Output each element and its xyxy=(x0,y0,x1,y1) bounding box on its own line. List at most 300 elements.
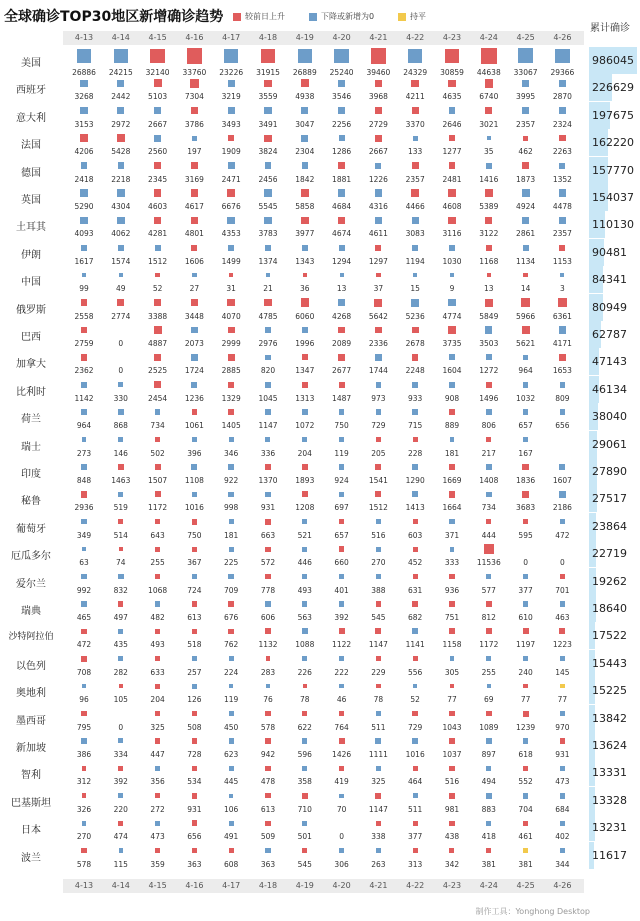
value-label: 388 xyxy=(371,585,386,595)
value-label: 381 xyxy=(481,859,496,869)
trend-square xyxy=(119,848,124,853)
value-label: 282 xyxy=(113,667,128,677)
trend-square xyxy=(302,327,308,333)
total-value: 110130 xyxy=(592,218,634,232)
value-label: 33067 xyxy=(513,68,538,77)
value-label: 392 xyxy=(113,777,128,787)
trend-square xyxy=(266,684,270,688)
trend-square xyxy=(339,464,345,470)
trend-square xyxy=(338,189,346,197)
trend-square xyxy=(560,711,566,717)
trend-square xyxy=(523,574,528,579)
trend-square xyxy=(302,547,307,552)
value-label: 6740 xyxy=(479,92,499,102)
trend-square xyxy=(486,464,492,470)
trend-square xyxy=(154,217,162,225)
value-label: 396 xyxy=(187,448,202,458)
value-label: 1168 xyxy=(479,256,499,266)
value-label: 623 xyxy=(224,750,239,759)
trend-square xyxy=(192,601,197,606)
value-label: 848 xyxy=(76,476,92,485)
trend-square xyxy=(523,656,528,661)
trend-square xyxy=(338,354,345,361)
trend-square xyxy=(559,80,566,87)
value-label: 418 xyxy=(481,832,496,842)
value-label: 4281 xyxy=(148,229,168,239)
trend-square xyxy=(117,217,124,224)
value-label: 2471 xyxy=(221,174,241,184)
trend-square xyxy=(77,49,91,63)
trend-square xyxy=(376,273,380,277)
trend-square xyxy=(523,766,528,771)
value-label: 105 xyxy=(113,695,128,705)
value-label: 167 xyxy=(518,448,533,458)
value-label: 2218 xyxy=(111,174,131,184)
value-label: 2870 xyxy=(552,92,572,102)
trend-square xyxy=(302,437,307,442)
total-value: 27890 xyxy=(592,465,627,478)
value-label: 992 xyxy=(76,585,92,595)
trend-square xyxy=(191,245,197,251)
legend-swatch-down xyxy=(309,13,317,21)
trend-square xyxy=(338,162,344,168)
value-label: 5621 xyxy=(516,339,536,348)
trend-square xyxy=(560,738,566,744)
trend-square xyxy=(375,245,381,251)
legend-label-flat: 持平 xyxy=(410,12,426,21)
value-label: 514 xyxy=(113,530,128,540)
total-value: 17522 xyxy=(592,629,627,643)
trend-square xyxy=(376,382,382,388)
trend-square xyxy=(522,491,529,498)
value-label: 4785 xyxy=(258,311,278,321)
value-label: 0 xyxy=(118,339,124,348)
trend-square xyxy=(192,656,197,661)
date-label-top: 4-13 xyxy=(74,33,94,42)
trend-square xyxy=(522,464,528,470)
value-label: 1499 xyxy=(221,256,241,266)
trend-square xyxy=(376,574,381,579)
total-value: 15443 xyxy=(592,656,627,670)
value-label: 2256 xyxy=(332,119,352,129)
trend-square xyxy=(82,437,87,442)
value-label: 3493 xyxy=(221,119,241,129)
value-label: 663 xyxy=(260,530,276,540)
trend-square xyxy=(301,189,309,197)
value-label: 494 xyxy=(481,777,496,787)
trend-square xyxy=(229,738,234,743)
date-label-bottom: 4-18 xyxy=(258,881,278,890)
value-label: 25240 xyxy=(329,68,354,77)
value-label: 461 xyxy=(518,832,533,842)
value-label: 0 xyxy=(560,558,565,568)
trend-square xyxy=(265,437,270,442)
value-label: 2774 xyxy=(111,311,131,321)
date-label-bottom: 4-21 xyxy=(369,881,388,890)
trend-square xyxy=(449,107,456,114)
value-label: 751 xyxy=(444,613,460,622)
value-label: 1290 xyxy=(405,476,425,485)
date-label-bottom: 4-16 xyxy=(185,881,204,890)
trend-square xyxy=(560,574,565,579)
value-label: 708 xyxy=(76,667,92,677)
trend-square xyxy=(448,326,455,333)
value-label: 4603 xyxy=(148,202,168,211)
trend-square xyxy=(339,382,345,388)
value-label: 656 xyxy=(187,832,202,842)
value-label: 1606 xyxy=(184,256,204,266)
value-label: 3021 xyxy=(479,119,499,129)
country-label: 巴基斯坦 xyxy=(11,797,51,809)
trend-square xyxy=(339,409,345,415)
total-value: 13842 xyxy=(592,711,627,725)
value-label: 4070 xyxy=(221,311,241,321)
value-label: 4353 xyxy=(221,229,241,239)
trend-square xyxy=(154,79,162,87)
value-label: 809 xyxy=(555,393,570,403)
value-label: 1111 xyxy=(368,750,388,759)
date-label-bottom: 4-25 xyxy=(516,881,535,890)
value-label: 204 xyxy=(150,695,165,705)
trend-square xyxy=(302,491,308,497)
total-value: 29061 xyxy=(592,437,627,451)
value-label: 1416 xyxy=(479,174,499,184)
trend-square xyxy=(339,492,344,497)
trend-square xyxy=(412,628,418,634)
total-value: 986045 xyxy=(592,54,634,67)
value-label: 868 xyxy=(113,421,128,431)
value-label: 556 xyxy=(408,667,423,677)
country-label: 秘鲁 xyxy=(21,496,41,508)
value-label: 305 xyxy=(444,667,460,677)
trend-square xyxy=(81,601,86,606)
trend-square xyxy=(227,299,234,306)
date-label-top: 4-24 xyxy=(479,33,498,42)
value-label: 273 xyxy=(76,448,92,458)
trend-square xyxy=(229,848,234,853)
trend-square xyxy=(192,273,196,277)
trend-square xyxy=(486,738,492,744)
trend-square xyxy=(265,821,270,826)
value-label: 330 xyxy=(113,393,128,403)
value-label: 5290 xyxy=(74,202,94,211)
trend-square xyxy=(265,245,271,251)
country-label: 瑞典 xyxy=(21,606,41,617)
value-label: 3116 xyxy=(442,229,462,239)
trend-square xyxy=(487,273,491,277)
trend-square xyxy=(228,80,235,87)
trend-square xyxy=(82,684,87,689)
trend-square xyxy=(485,79,493,87)
value-label: 509 xyxy=(260,832,276,842)
value-label: 33760 xyxy=(182,68,207,77)
trend-square xyxy=(118,793,123,798)
trend-square xyxy=(486,437,491,442)
date-label-bottom: 4-17 xyxy=(222,881,241,890)
value-label: 2667 xyxy=(148,119,168,129)
trend-square xyxy=(523,519,528,524)
value-label: 2336 xyxy=(368,339,388,348)
value-label: 26889 xyxy=(292,68,317,77)
trend-square xyxy=(412,409,417,414)
value-label: 325 xyxy=(371,777,386,787)
value-label: 1122 xyxy=(332,640,352,650)
trend-square xyxy=(339,656,344,661)
value-label: 812 xyxy=(481,613,496,622)
value-label: 709 xyxy=(224,585,239,595)
value-label: 931 xyxy=(555,750,570,759)
value-label: 3370 xyxy=(405,119,425,129)
value-label: 2357 xyxy=(552,229,572,239)
trend-square xyxy=(229,273,233,277)
trend-square xyxy=(192,848,197,853)
value-label: 1724 xyxy=(184,366,204,376)
trend-square xyxy=(523,601,528,606)
trend-square xyxy=(224,49,238,63)
value-label: 545 xyxy=(297,859,312,869)
value-label: 897 xyxy=(481,750,496,759)
value-label: 401 xyxy=(334,585,349,595)
trend-square xyxy=(228,354,235,361)
trend-square xyxy=(228,162,235,169)
trend-square xyxy=(302,711,307,716)
value-label: 4611 xyxy=(368,229,388,239)
value-label: 1223 xyxy=(552,640,572,650)
trend-square xyxy=(449,601,455,607)
value-label: 3219 xyxy=(221,92,241,102)
trend-square xyxy=(339,601,344,606)
value-label: 631 xyxy=(408,585,423,595)
trend-square xyxy=(376,437,381,442)
trend-square xyxy=(229,711,234,716)
value-label: 3546 xyxy=(332,92,352,102)
trend-square xyxy=(302,821,307,826)
trend-square xyxy=(265,766,270,771)
trend-square xyxy=(265,574,271,580)
trend-square xyxy=(155,464,161,470)
date-label-top: 4-20 xyxy=(332,33,351,42)
trend-square xyxy=(412,217,419,224)
trend-square xyxy=(376,409,381,414)
trend-square xyxy=(449,711,455,717)
date-label-top: 4-17 xyxy=(222,33,241,42)
trend-square xyxy=(521,298,529,306)
trend-square xyxy=(375,491,381,497)
value-label: 444 xyxy=(481,530,496,540)
total-value: 162220 xyxy=(592,136,634,150)
trend-square xyxy=(375,327,382,334)
trend-square xyxy=(559,163,565,169)
trend-square xyxy=(339,628,345,634)
trend-square xyxy=(412,738,418,744)
value-label: 333 xyxy=(444,558,460,568)
value-label: 452 xyxy=(408,558,423,568)
trend-square xyxy=(155,519,160,524)
trend-square xyxy=(302,245,308,251)
legend-label-up: 较前日上升 xyxy=(245,12,285,21)
trend-square xyxy=(117,80,124,87)
value-label: 5849 xyxy=(479,311,499,321)
trend-square xyxy=(301,217,308,224)
trend-square xyxy=(560,821,565,826)
trend-square xyxy=(302,354,308,360)
value-label: 13 xyxy=(336,284,347,294)
trend-square xyxy=(192,437,197,442)
value-label: 402 xyxy=(555,832,570,842)
trend-square xyxy=(338,217,346,225)
value-label: 1208 xyxy=(295,503,315,513)
trend-square xyxy=(518,48,533,63)
value-label: 96 xyxy=(79,695,89,705)
value-label: 2357 xyxy=(405,174,425,184)
trend-square xyxy=(155,848,160,853)
value-label: 764 xyxy=(334,722,349,732)
trend-square xyxy=(155,738,160,743)
trend-square xyxy=(559,354,565,360)
trend-square xyxy=(376,656,381,661)
trend-square xyxy=(228,245,234,251)
value-label: 3153 xyxy=(74,119,94,129)
trend-square xyxy=(448,299,456,307)
trend-square xyxy=(448,217,455,224)
value-label: 603 xyxy=(408,530,423,540)
trend-square xyxy=(448,189,456,197)
value-label: 657 xyxy=(518,421,533,431)
value-label: 181 xyxy=(224,530,239,540)
value-label: 4608 xyxy=(442,202,462,211)
value-label: 729 xyxy=(408,722,423,732)
trend-square xyxy=(412,162,419,169)
date-label-bottom: 4-23 xyxy=(442,881,462,890)
value-label: 497 xyxy=(113,613,128,622)
value-label: 1996 xyxy=(295,339,315,348)
value-label: 358 xyxy=(297,777,312,787)
value-label: 5389 xyxy=(479,202,499,211)
value-label: 563 xyxy=(297,613,312,622)
trend-square xyxy=(154,326,162,334)
trend-square xyxy=(118,382,123,387)
value-label: 204 xyxy=(297,448,312,458)
trend-square xyxy=(298,49,312,63)
trend-square xyxy=(412,382,418,388)
value-label: 4635 xyxy=(442,92,462,102)
value-label: 998 xyxy=(224,503,239,513)
date-label-top: 4-15 xyxy=(148,33,167,42)
country-label: 比利时 xyxy=(16,386,46,398)
trend-square xyxy=(375,793,381,799)
value-label: 981 xyxy=(444,804,460,814)
trend-square xyxy=(154,107,161,114)
trend-square xyxy=(82,766,87,771)
value-label: 15 xyxy=(410,284,420,294)
value-label: 596 xyxy=(297,750,312,759)
value-label: 3503 xyxy=(479,339,499,348)
value-label: 46 xyxy=(336,695,347,705)
value-label: 1068 xyxy=(148,585,168,595)
value-label: 491 xyxy=(224,832,239,842)
trend-square xyxy=(411,299,419,307)
trend-square xyxy=(228,327,235,334)
trend-square xyxy=(523,711,529,717)
value-label: 2560 xyxy=(148,147,168,157)
value-label: 4062 xyxy=(111,229,131,239)
footer-credit: 制作工具：Yonghong Desktop xyxy=(475,907,590,916)
trend-square xyxy=(265,547,270,552)
trend-square xyxy=(448,80,456,88)
trend-square xyxy=(559,245,565,251)
trend-square xyxy=(375,354,381,360)
value-label: 229 xyxy=(371,667,386,677)
trend-square xyxy=(376,519,381,524)
trend-square xyxy=(485,189,493,197)
trend-square xyxy=(229,794,234,799)
trend-square xyxy=(229,437,234,442)
value-label: 502 xyxy=(150,448,165,458)
trend-square xyxy=(486,848,491,853)
total-value: 13231 xyxy=(592,821,627,835)
value-label: 4093 xyxy=(74,229,94,239)
value-label: 2729 xyxy=(368,119,388,129)
value-label: 1172 xyxy=(479,640,499,650)
trend-square xyxy=(449,245,455,251)
value-label: 24215 xyxy=(108,68,133,77)
total-value: 84341 xyxy=(592,273,627,287)
value-label: 2357 xyxy=(516,119,536,129)
trend-square xyxy=(560,656,565,661)
value-label: 49 xyxy=(116,284,126,294)
value-label: 78 xyxy=(373,695,384,705)
total-value: 22719 xyxy=(592,547,627,561)
value-label: 30859 xyxy=(440,68,464,77)
trend-square xyxy=(227,217,235,225)
value-label: 964 xyxy=(518,366,533,376)
value-label: 643 xyxy=(150,530,165,540)
trend-square xyxy=(302,848,307,853)
value-label: 35 xyxy=(484,147,494,157)
trend-square xyxy=(559,464,565,470)
trend-square xyxy=(485,217,492,224)
trend-square xyxy=(339,574,344,579)
trend-square xyxy=(229,519,234,524)
value-label: 734 xyxy=(481,503,496,513)
trend-square xyxy=(228,574,233,579)
total-value: 18640 xyxy=(592,602,627,615)
trend-square xyxy=(339,794,343,798)
trend-square xyxy=(229,684,234,689)
value-label: 326 xyxy=(76,804,92,814)
trend-square xyxy=(117,189,125,197)
value-label: 283 xyxy=(260,667,276,677)
trend-square xyxy=(371,48,387,64)
value-label: 1512 xyxy=(148,256,168,266)
value-label: 613 xyxy=(260,804,276,814)
value-label: 1836 xyxy=(516,476,536,485)
trend-square xyxy=(523,738,528,743)
value-label: 883 xyxy=(481,804,496,814)
value-label: 1236 xyxy=(184,393,204,403)
value-label: 908 xyxy=(444,393,460,403)
country-label: 英国 xyxy=(21,195,41,206)
trend-square xyxy=(191,217,199,225)
value-label: 3783 xyxy=(258,229,278,239)
value-label: 4684 xyxy=(332,202,352,211)
trend-square xyxy=(302,656,307,661)
value-label: 2073 xyxy=(184,339,204,348)
trend-square xyxy=(118,821,123,826)
total-value: 226629 xyxy=(592,81,634,95)
country-label: 巴西 xyxy=(21,332,41,343)
value-label: 5545 xyxy=(258,202,278,211)
